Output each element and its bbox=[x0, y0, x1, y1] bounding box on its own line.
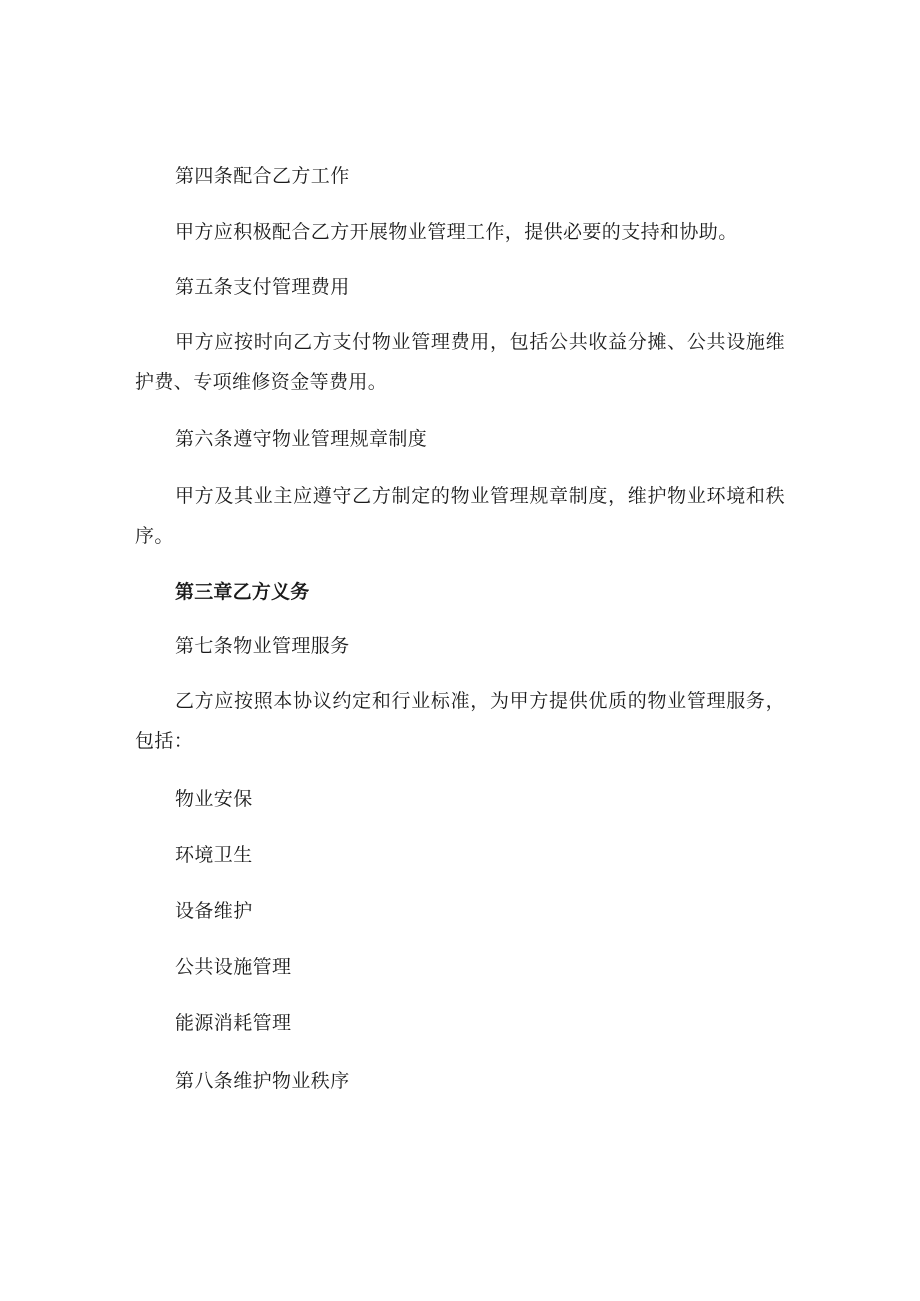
service-item: 能源消耗管理 bbox=[175, 1012, 292, 1034]
article-5-body: 甲方应按时向乙方支付物业管理费用，包括公共收益分摊、公共设施维护费、专项维修资金等费用。 bbox=[135, 331, 785, 393]
article-6-body: 甲方及其业主应遵守乙方制定的物业管理规章制度，维护物业环境和秩序。 bbox=[135, 485, 785, 547]
service-item: 设备维护 bbox=[175, 900, 253, 922]
service-item: 物业安保 bbox=[175, 788, 253, 810]
service-item: 公共设施管理 bbox=[175, 956, 292, 978]
article-7-title: 第七条物业管理服务 bbox=[175, 635, 350, 657]
article-8-title: 第八条维护物业秩序 bbox=[175, 1070, 350, 1092]
article-4-body: 甲方应积极配合乙方开展物业管理工作，提供必要的支持和协助。 bbox=[175, 221, 738, 243]
chapter-3-title: 第三章乙方义务 bbox=[175, 581, 310, 603]
article-6-title: 第六条遵守物业管理规章制度 bbox=[175, 428, 428, 450]
article-4-title: 第四条配合乙方工作 bbox=[175, 165, 350, 187]
article-7-body: 乙方应按照本协议约定和行业标准，为甲方提供优质的物业管理服务，包括： bbox=[135, 690, 785, 752]
article-5-title: 第五条支付管理费用 bbox=[175, 276, 350, 298]
service-item: 环境卫生 bbox=[175, 844, 253, 866]
